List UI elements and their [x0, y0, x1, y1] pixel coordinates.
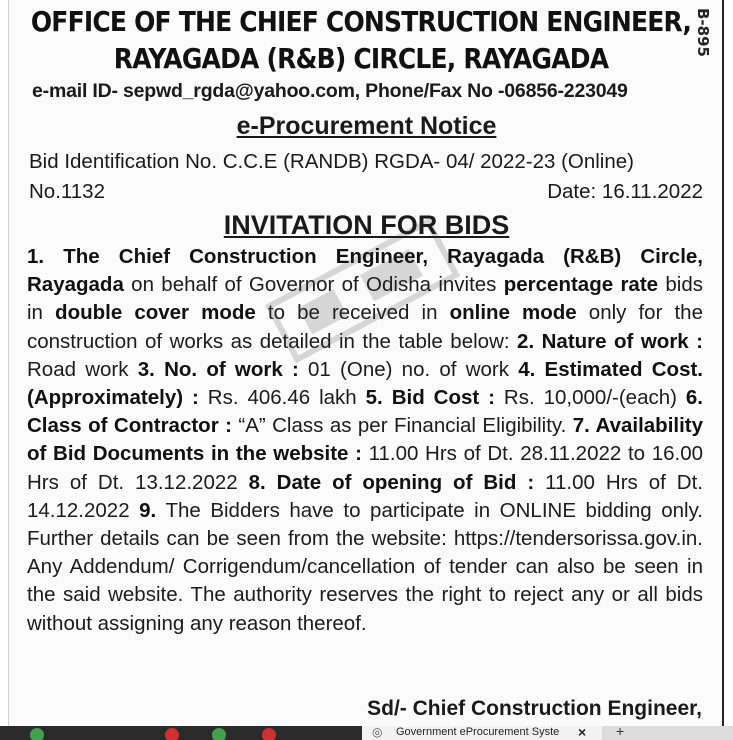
signature: Sd/- Chief Construction Engineer,	[367, 697, 702, 720]
bold-segment: double cover mode	[55, 301, 256, 325]
text-segment: “A” Class as per Financial Eligibility.	[231, 414, 573, 438]
text-segment: Rs. 406.46 lakh	[198, 386, 366, 410]
browser-tab[interactable]	[362, 726, 602, 740]
taskbar-app-icon[interactable]	[165, 728, 179, 740]
text-segment: The Bidders have to participate in ONLINE bidding only. Further details can be seen from the website: https://tendersorissa.gov.in. Any Addendum/ Corrigendum/cancellation of tender can also be seen in the said website. The authority reserves the right to reject any or all bids without assigning any reason thereof.	[27, 498, 704, 635]
contact-line: e-mail ID- sepwd_rgda@yahoo.com, Phone/Fax No -06856-223049	[32, 80, 628, 102]
taskbar-app-icon[interactable]	[30, 728, 44, 740]
globe-icon: ◎	[372, 725, 383, 739]
bold-segment: 5. Bid Cost :	[365, 386, 495, 410]
browser-tab-title: Government eProcurement Syste	[396, 726, 560, 738]
bold-segment: 9.	[139, 498, 157, 522]
reference-number: No.1132	[29, 180, 105, 203]
text-segment: 11.00 Hrs of Dt. 28.11.2022 to 16.00 Hrs of Dt. 13.12.2022	[27, 442, 703, 494]
bold-segment: 3. No. of work :	[137, 357, 299, 381]
text-segment: Rs. 10,000/-(each)	[494, 386, 686, 410]
bold-segment: 8. Date of opening of Bid :	[248, 470, 535, 494]
taskbar-app-icon[interactable]	[262, 728, 276, 740]
bold-segment: 7. Availability of Bid Documents in the website :	[27, 414, 704, 466]
notice-date: Date: 16.11.2022	[547, 180, 703, 203]
notice-body	[27, 243, 703, 638]
bold-segment: 4. Estimated Cost. (Approximately) :	[27, 357, 703, 410]
taskbar-app-icon[interactable]	[212, 728, 226, 740]
text-segment: only for the construction of works as detailed in the table below:	[27, 301, 703, 353]
bold-segment: 6. Class of Contractor :	[27, 386, 703, 438]
bold-segment: online mode	[449, 301, 577, 325]
bold-segment: 2. Nature of work :	[517, 329, 703, 353]
text-segment: 01 (One) no. of work	[298, 357, 519, 381]
bold-segment: 1. The Chief Construction Engineer, Rayagada (R&B) Circle, Rayagada	[27, 245, 703, 297]
text-segment: on behalf of Governor of Odisha invites	[123, 273, 504, 297]
close-icon[interactable]: ×	[578, 724, 587, 740]
bold-segment: percentage rate	[503, 273, 659, 297]
new-tab-button[interactable]	[602, 723, 733, 740]
office-title-line-2: RAYAGADA (R&B) CIRCLE, RAYAGADA	[113, 42, 609, 75]
text-segment: bids in	[27, 273, 703, 325]
text-segment: Road work	[27, 357, 138, 381]
invitation-title: INVITATION FOR BIDS	[223, 210, 510, 240]
text-segment: 11.00 Hrs of Dt. 14.12.2022	[27, 470, 703, 522]
text-segment: to be received in	[255, 301, 450, 325]
bid-identification: Bid Identification No. C.C.E (RANDB) RGDA- 04/ 2022-23 (Online)	[29, 150, 634, 173]
notice-title: e-Procurement Notice	[236, 112, 497, 140]
side-code: B-895	[694, 8, 712, 57]
plus-icon: +	[616, 723, 625, 739]
office-title-line-1: OFFICE OF THE CHIEF CONSTRUCTION ENGINEER,	[30, 5, 692, 38]
